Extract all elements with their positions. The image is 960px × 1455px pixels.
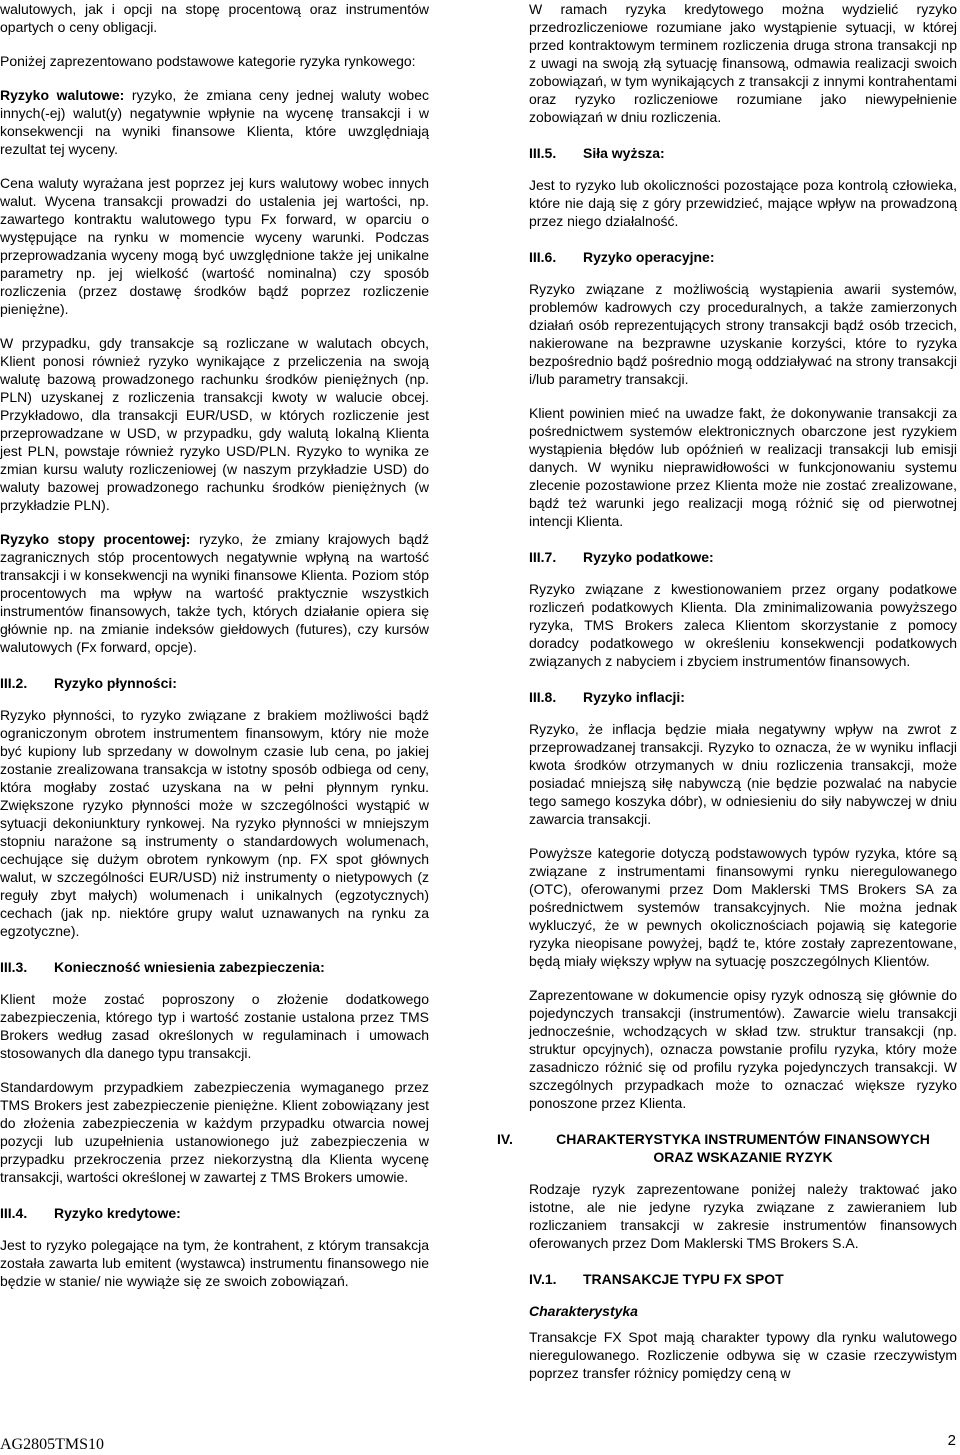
section-number: III.4.: [0, 1205, 28, 1221]
section-number: III.7.: [529, 549, 557, 565]
section-title: Ryzyko inflacji:: [583, 689, 685, 705]
paragraph: Poniżej zaprezentowano podstawowe kategorie ryzyka rynkowego:: [0, 53, 416, 69]
paragraph: Rodzaje ryzyk zaprezentowane poniżej należy traktować jako istotne, ale nie jedyne ryzyka związane z zawieraniem lub rozliczaniem transakcji w zakresie instrumentów finansowych oferowanych przez Dom Maklerski TMS Brokers S.A.: [529, 1181, 957, 1251]
section-title: Ryzyko operacyjne:: [583, 249, 715, 265]
section-heading: [0, 1204, 429, 1222]
term-label: Ryzyko stopy procentowej:: [0, 531, 191, 547]
section-heading: [529, 1270, 957, 1288]
section-number: III.8.: [529, 689, 557, 705]
section-title: TRANSAKCJE TYPU FX SPOT: [583, 1271, 784, 1287]
section-number: IV.1.: [529, 1271, 557, 1287]
chapter-heading: [497, 1130, 957, 1166]
paragraph: Transakcje FX Spot mają charakter typowy dla rynku walutowego nieregulowanego. Rozliczenie odbywa się w czasie rzeczywistym poprzez transfer różnicy pomiędzy ceną w: [529, 1329, 957, 1381]
paragraph: Ryzyko związane z kwestionowaniem przez organy podatkowe rozliczeń podatkowych Klienta. Dla zminimalizowania powyższego ryzyka, TMS Brokers zaleca Klientom skorzystanie z pomocy doradcy podatkowego w określeniu konsekwencji podatkowych związanych z nabyciem i zbyciem instrumentów finansowych.: [529, 581, 957, 669]
chapter-title-line: ORAZ WSKAZANIE RYZYK: [653, 1149, 833, 1165]
paragraph: Jest to ryzyko polegające na tym, że kontrahent, z którym transakcja została zawarta lub emitent (wystawca) instrumentu finansowego nie będzie w stanie/ nie wywiąże się ze swoich zobowiązań.: [0, 1237, 429, 1289]
chapter-number: IV.: [497, 1131, 513, 1147]
section-title: Siła wyższa:: [583, 145, 665, 161]
document-code: AG2805TMS10: [0, 1436, 105, 1453]
paragraph: Ryzyko, że inflacja będzie miała negatywny wpływ na zwrot z przeprowadzanej transakcji. Ryzyko to oznacza, że w wyniku inflacji kwota środków otrzymanych w dniu rozliczenia transakcji, może posiadać mniejszą siłę nabywczą (nie będzie pozwalać na nabycie tego samego koszyka dóbr), w odniesieniu do siły nabywczej w dniu zawarcia transakcji.: [529, 721, 957, 827]
section-title: Konieczność wniesienia zabezpieczenia:: [54, 959, 325, 975]
paragraph: W przypadku, gdy transakcje są rozliczane w walutach obcych, Klient ponosi również ryzyko wynikające z przeliczenia na swoją walutę bazową prowadzonego rachunku środków pieniężnych (np. PLN) uzyskanej z rozliczenia transakcji kwoty w walucie obcej. Przykładowo, dla transakcji EUR/USD, w których rozliczenie jest przeprowadzane w USD, w przypadku, gdy walutą lokalną Klienta jest PLN, powstaje również ryzyko USD/PLN. Ryzyko to wynika ze zmian kursu waluty rozliczeniowej (w naszym przykładzie USD) do waluty bazowej prowadzonego rachunku środków pieniężnych (w przykładzie PLN).: [0, 335, 429, 513]
section-title: Ryzyko płynności:: [54, 675, 177, 691]
chapter-title-line: CHARAKTERYSTYKA INSTRUMENTÓW FINANSOWYCH: [556, 1131, 930, 1147]
subsection-title: Charakterystyka: [529, 1303, 638, 1319]
section-heading: [529, 248, 957, 266]
paragraph: walutowych, jak i opcji na stopę procentową oraz instrumentów opartych o ceny obligacji.: [0, 1, 429, 35]
paragraph: Standardowym przypadkiem zabezpieczenia wymaganego przez TMS Brokers jest zabezpieczenie pieniężne. Klient zobowiązany jest do złożenia zabezpieczenia w każdym przypadku otwarcia nowej pozycji lub uzupełnienia ustanowionego już zabezpieczenia w przypadku przekroczenia przez niekorzystną dla Klienta wycenę transakcji, wartości określonej w zawartej z TMS Brokers umowie.: [0, 1079, 429, 1185]
paragraph: Jest to ryzyko lub okoliczności pozostające poza kontrolą człowieka, które nie dają się z góry przewidzieć, mające wpływ na prowadzoną przez niego działalność.: [529, 177, 957, 229]
paragraph: Zaprezentowane w dokumencie opisy ryzyk odnoszą się głównie do pojedynczych transakcji (instrumentów). Zawarcie wielu transakcji jednocześnie, wchodzących w skład tzw. struktur transakcji (np. struktur opcyjnych), oznacza powstanie profilu ryzyka, który może zasadniczo różnić się od profilu ryzyka pojedynczych transakcji. W szczególnych przypadkach może to oznaczać większe ryzyko ponoszone przez Klienta.: [529, 987, 957, 1111]
paragraph: Ryzyko związane z możliwością wystąpienia awarii systemów, problemów kadrowych czy proceduralnych, a także zamierzonych działań osób reprezentujących strony transakcji bądź osób trzecich, nakierowane na bezprawne uzyskanie korzyści, które to ryzyka bezpośrednio bądź pośrednio mogą oddziaływać na strony transakcji i/lub parametry transakcji.: [529, 281, 957, 387]
left-column: [0, 0, 429, 1290]
section-heading: [529, 548, 957, 566]
term-text: ryzyko, że zmiany krajowych bądź zagranicznych stóp procentowych negatywnie wpłyną na wartość transakcji i w konsekwencji na wyniki finansowe Klienta. Poziom stóp procentowych ma wpływ na wartość praktycznie wszystkich instrumentów finansowych, także tych, których działanie opiera się głównie np. na zmianie indeksów giełdowych (futures), czy kursów walutowych (Fx forward, opcje).: [0, 531, 429, 655]
paragraph: Cena waluty wyrażana jest poprzez jej kurs walutowy wobec innych walut. Wycena transakcji prowadzi do ustalenia jej wartości, np. zawartego kontraktu walutowego typu Fx forward, w oparciu o występujące na rynku w momencie wyceny warunki. Podczas przeprowadzania wyceny mogą być uwzględnione także jej unikalne parametry np. jej wielkość (wartość nominalna) czy sposób rozliczenia (przez dostawę środków bądź poprzez rozliczenie pieniężne).: [0, 175, 429, 317]
page-number: 2: [947, 1432, 956, 1449]
section-heading: [529, 688, 957, 706]
paragraph: [0, 530, 429, 656]
term-text: ryzyko, że zmiana ceny jednej waluty wobec innych(-ej) walut(y) negatywnie wpłynie na wycenę transakcji i w konsekwencji na wyniki finansowe Klienta, które uwzględniają rezultat tej wyceny.: [0, 87, 429, 157]
paragraph: [0, 86, 429, 158]
section-heading: [0, 674, 429, 692]
term-label: Ryzyko walutowe:: [0, 87, 125, 103]
section-number: III.6.: [529, 249, 557, 265]
section-title: Ryzyko kredytowe:: [54, 1205, 181, 1221]
section-heading: [0, 958, 429, 976]
section-number: III.5.: [529, 145, 557, 161]
section-number: III.2.: [0, 675, 28, 691]
paragraph: Ryzyko płynności, to ryzyko związane z brakiem możliwości bądź ograniczonym obrotem instrumentem finansowym, który nie może być kupiony lub sprzedany w dowolnym czasie lub cena, po jakiej zostanie zrealizowana transakcja w istotny sposób odbiega od ceny, która mogłaby zostać uzyskana na w pełni płynnym rynku. Zwiększone ryzyko płynności może w szczególności wystąpić w sytuacji dekoniunktury rynkowej. Na ryzyko płynności w mniejszym stopniu narażone są instrumenty o standardowych wolumenach, cechujące się dużym obrotem rynkowym (np. FX spot głównych walut, w szczególności EUR/USD) niż instrumenty o nietypowych (z reguły zbyt małych) wolumenach i unikalnych (egzotycznych) cechach (jak np. niektóre grupy walut uznawanych na rynku za egzotyczne).: [0, 707, 429, 939]
paragraph: Klient powinien mieć na uwadze fakt, że dokonywanie transakcji za pośrednictwem systemów elektronicznych obarczone jest ryzykiem wystąpienia błędów lub opóźnień w realizacji transakcji lub emisji danych. W wyniku nieprawidłowości w funkcjonowaniu systemu zlecenie pozostawione przez Klienta może nie zostać zrealizowane, bądź też warunki jego realizacji mogą różnić się od pierwotnej intencji Klienta.: [529, 405, 957, 529]
section-number: III.3.: [0, 959, 28, 975]
paragraph: Klient może zostać poproszony o złożenie dodatkowego zabezpieczenia, którego typ i wartość zostanie ustalona przez TMS Brokers według zasad określonych w regulaminach i umowach stosowanych dla danego typu transakcji.: [0, 991, 429, 1061]
section-title: Ryzyko podatkowe:: [583, 549, 714, 565]
section-heading: [529, 144, 957, 162]
right-column: [497, 0, 957, 1382]
paragraph: W ramach ryzyka kredytowego można wydzielić ryzyko przedrozliczeniowe rozumiane jako wystąpienie sytuacji, w której przed kontraktowym terminem rozliczenia druga strona transakcji np z uwagi na swoją złą sytuację finansową, odmawia realizacji swoich zobowiązań, w tym wynikających z transakcji z innymi kontrahentami oraz ryzyko rozliczeniowe rozumiane jako niewypełnienie zobowiązań w dniu rozliczenia.: [529, 1, 957, 125]
paragraph: Powyższe kategorie dotyczą podstawowych typów ryzyka, które są związane z instrumentami finansowymi rynku nieregulowanego (OTC), oferowanymi przez Dom Maklerski TMS Brokers SA za pośrednictwem systemów transakcyjnych. Nie można jednak wykluczyć, że w pewnych okolicznościach pojawią się kategorie ryzyka nieopisane powyżej, bądź te, które zostały zaprezentowane, będą miały większy wpływ na sytuację poszczególnych Klientów.: [529, 845, 957, 969]
